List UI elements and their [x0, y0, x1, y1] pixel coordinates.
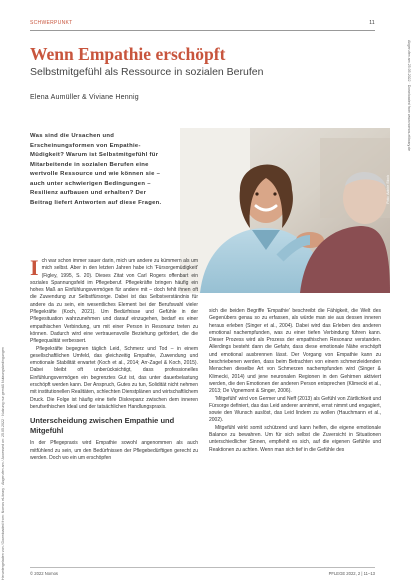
- paragraph: 'Mitgefühl' wird von Germer und Neff (2013) als Gefühl von Zärtlichkeit und Fürsorge definiert, das das Leid anderer annimmt, ernst nimmt und engagiert, sowie den Wunsch auslöst, das Leid lindern zu wollen (Hauchmann et al., 2002).: [209, 395, 381, 424]
- article-authors: Elena Aumüller & Viviane Hennig: [30, 94, 139, 101]
- section-heading: Unterscheidung zwischen Empathie und Mitgefühl: [30, 416, 175, 436]
- paragraph: [30, 255, 198, 346]
- download-note-right: Abgerufen am 25.05.2022 · Downloaded from www.nomos-elibrary.de: [407, 40, 411, 151]
- paragraph-text: ch war schon immer sauer darin, mich um andere zu kümmern als um mich selbst. Aber in den letzten Jahren habe ich 'Fürsorgemüdigkeit' (Figley, 1995, S. 20). Dieses Zitat von Carl Rogers offenbart ein soziales Spannungsfeld im Pflegeberuf. Pflegekräfte bringen häufig ein hohes Maß an Einfühlungsvermögen für andere mit – doch fehlt ihnen oft die Zuwendung zur Selbstfürsorge. Dabei ist das Selbstverständnis für andere da zu sein, ein wesentliches Element bei der Berufswahl vieler Pflegekräfte (Koch, 2021). Um Bedürfnisse und Gefühle in der Pflegesituation wahrzunehmen und darauf einzugehen, bedarf es einer empathischen Verbindung, um mit einer Person in Resonanz treten zu können. Dadurch wird eine vertrauensvolle Beziehung gefördert, die die Pflegequalität verbessert.: [30, 258, 198, 345]
- paragraph: Pflegekräfte begegnen täglich Leid, Schmerz und Tod – in einem gesellschaftlichen Umfeld, das gleichzeitig Empathie, Zuwendung und emotionale Stabilität erwartet (Koch et al., 2014; Arr-Zagel & Koch, 2015). Dabei bleibt oft unberücksichtigt, dass professionelles Einfühlungsvermögen ein begrenztes Gut ist, das unter dauerbelastung erschöpft werden kann. Der Anspruch, Gutes zu tun, Solidität nicht nehmen mit institutionellen Realitäten, schlechten Dienstplänen und wirtschaftlichem Druck. Die Folge ist häufig eine tiefe Diskrepanz zwischen dem inneren berufsethischen Ideal und der tatsächlichen Handlungspraxis.: [30, 345, 198, 410]
- download-note: Heruntergeladen von / Downloaded from: Nomos eLibrary · Abgerufen am / Accessed on: 25.05.2022 · Nutzung nur gemäß Nutzungsbedingungen: [1, 347, 5, 580]
- paragraph: sich die beiden Begriffe 'Empathie' beschreibt die Fähigkeit, die Welt des Gegenübers genau so zu erfassen, als würde man sie aus dessen inneren heraus erleben (Singer et al., 2004). Dabei wird das Erleben des anderen emotional nachempfunden, was zu einer tiefen Verbindung führen kann. Dieser Prozess wird als Prozess der empathischen Resonanz verstanden. Allerdings besteht dann die Gefahr, dass diese emotionale Nähe erschöpft und emotional ausbrennen lässt. Der Vorgang von Empathie kann zu beschriebenen werden, dass beim Betrachten von einem schmerzleidenden Menschen dieselbe Art von Schmerzen nachempfunden wird (Singer & Klimecki, 2014) und jene neuronalen Regionen in den Gehirnen aktiviert werden, die den Emotionen der anderen Person entsprechen (Klimecki et al., 2013; De Vignemont & Singer, 2006).: [209, 308, 381, 395]
- article-title: Wenn Empathie erschöpft: [30, 44, 226, 64]
- article-abstract: Was sind die Ursachen und Erscheinungsformen von Empathie-Müdigkeit? Warum ist Selbstmitgefühl für Mitarbeitende in sozialen Berufen eine wertvolle Ressource und wie können sie – auch unter schwierigen Bedingungen – Resilienz aufbauen und erhalten? Der Beitrag liefert Antworten auf diese Fragen.: [30, 133, 162, 206]
- page-number: 11: [369, 20, 375, 26]
- article-subtitle: Selbstmitgefühl als Ressource in sozialen Berufen: [30, 66, 264, 78]
- column-left: [30, 255, 198, 462]
- footer-copyright: © 2022 Nomos: [30, 571, 58, 576]
- article-photo: [180, 128, 390, 293]
- paragraph: In der Pflegepraxis wird Empathie sowohl angenommen als auch mitfühlend zu sein, um den Bedürfnissen der Pflegebedürftigen gerecht zu werden. Doch wo ein um erschöpfen: [30, 440, 198, 461]
- section-label: SCHWERPUNKT: [30, 20, 73, 26]
- paragraph: Mitgefühl wirkt somit schützend und kann helfen, die eigene emotionale Balance zu bewahren. Um für sich selbst die Zuversicht in Situationen unterschiedlicher Sinnen, empfiehlt es sich, auf die eigenen Gefühle und Reaktionen zu achten. Wenn man sich tief in die Gefühle des: [209, 424, 381, 453]
- photo-illustration: [180, 128, 390, 293]
- footer-journal: PFLEGE 2022, 2 | 11–13: [328, 571, 375, 576]
- header-rule: [30, 30, 375, 31]
- column-right: [209, 308, 381, 454]
- photo-credit: Foto: Adobe Stock: [386, 175, 390, 204]
- page-header: [30, 20, 375, 30]
- drop-cap: I: [30, 255, 39, 280]
- footer-rule: [30, 567, 375, 568]
